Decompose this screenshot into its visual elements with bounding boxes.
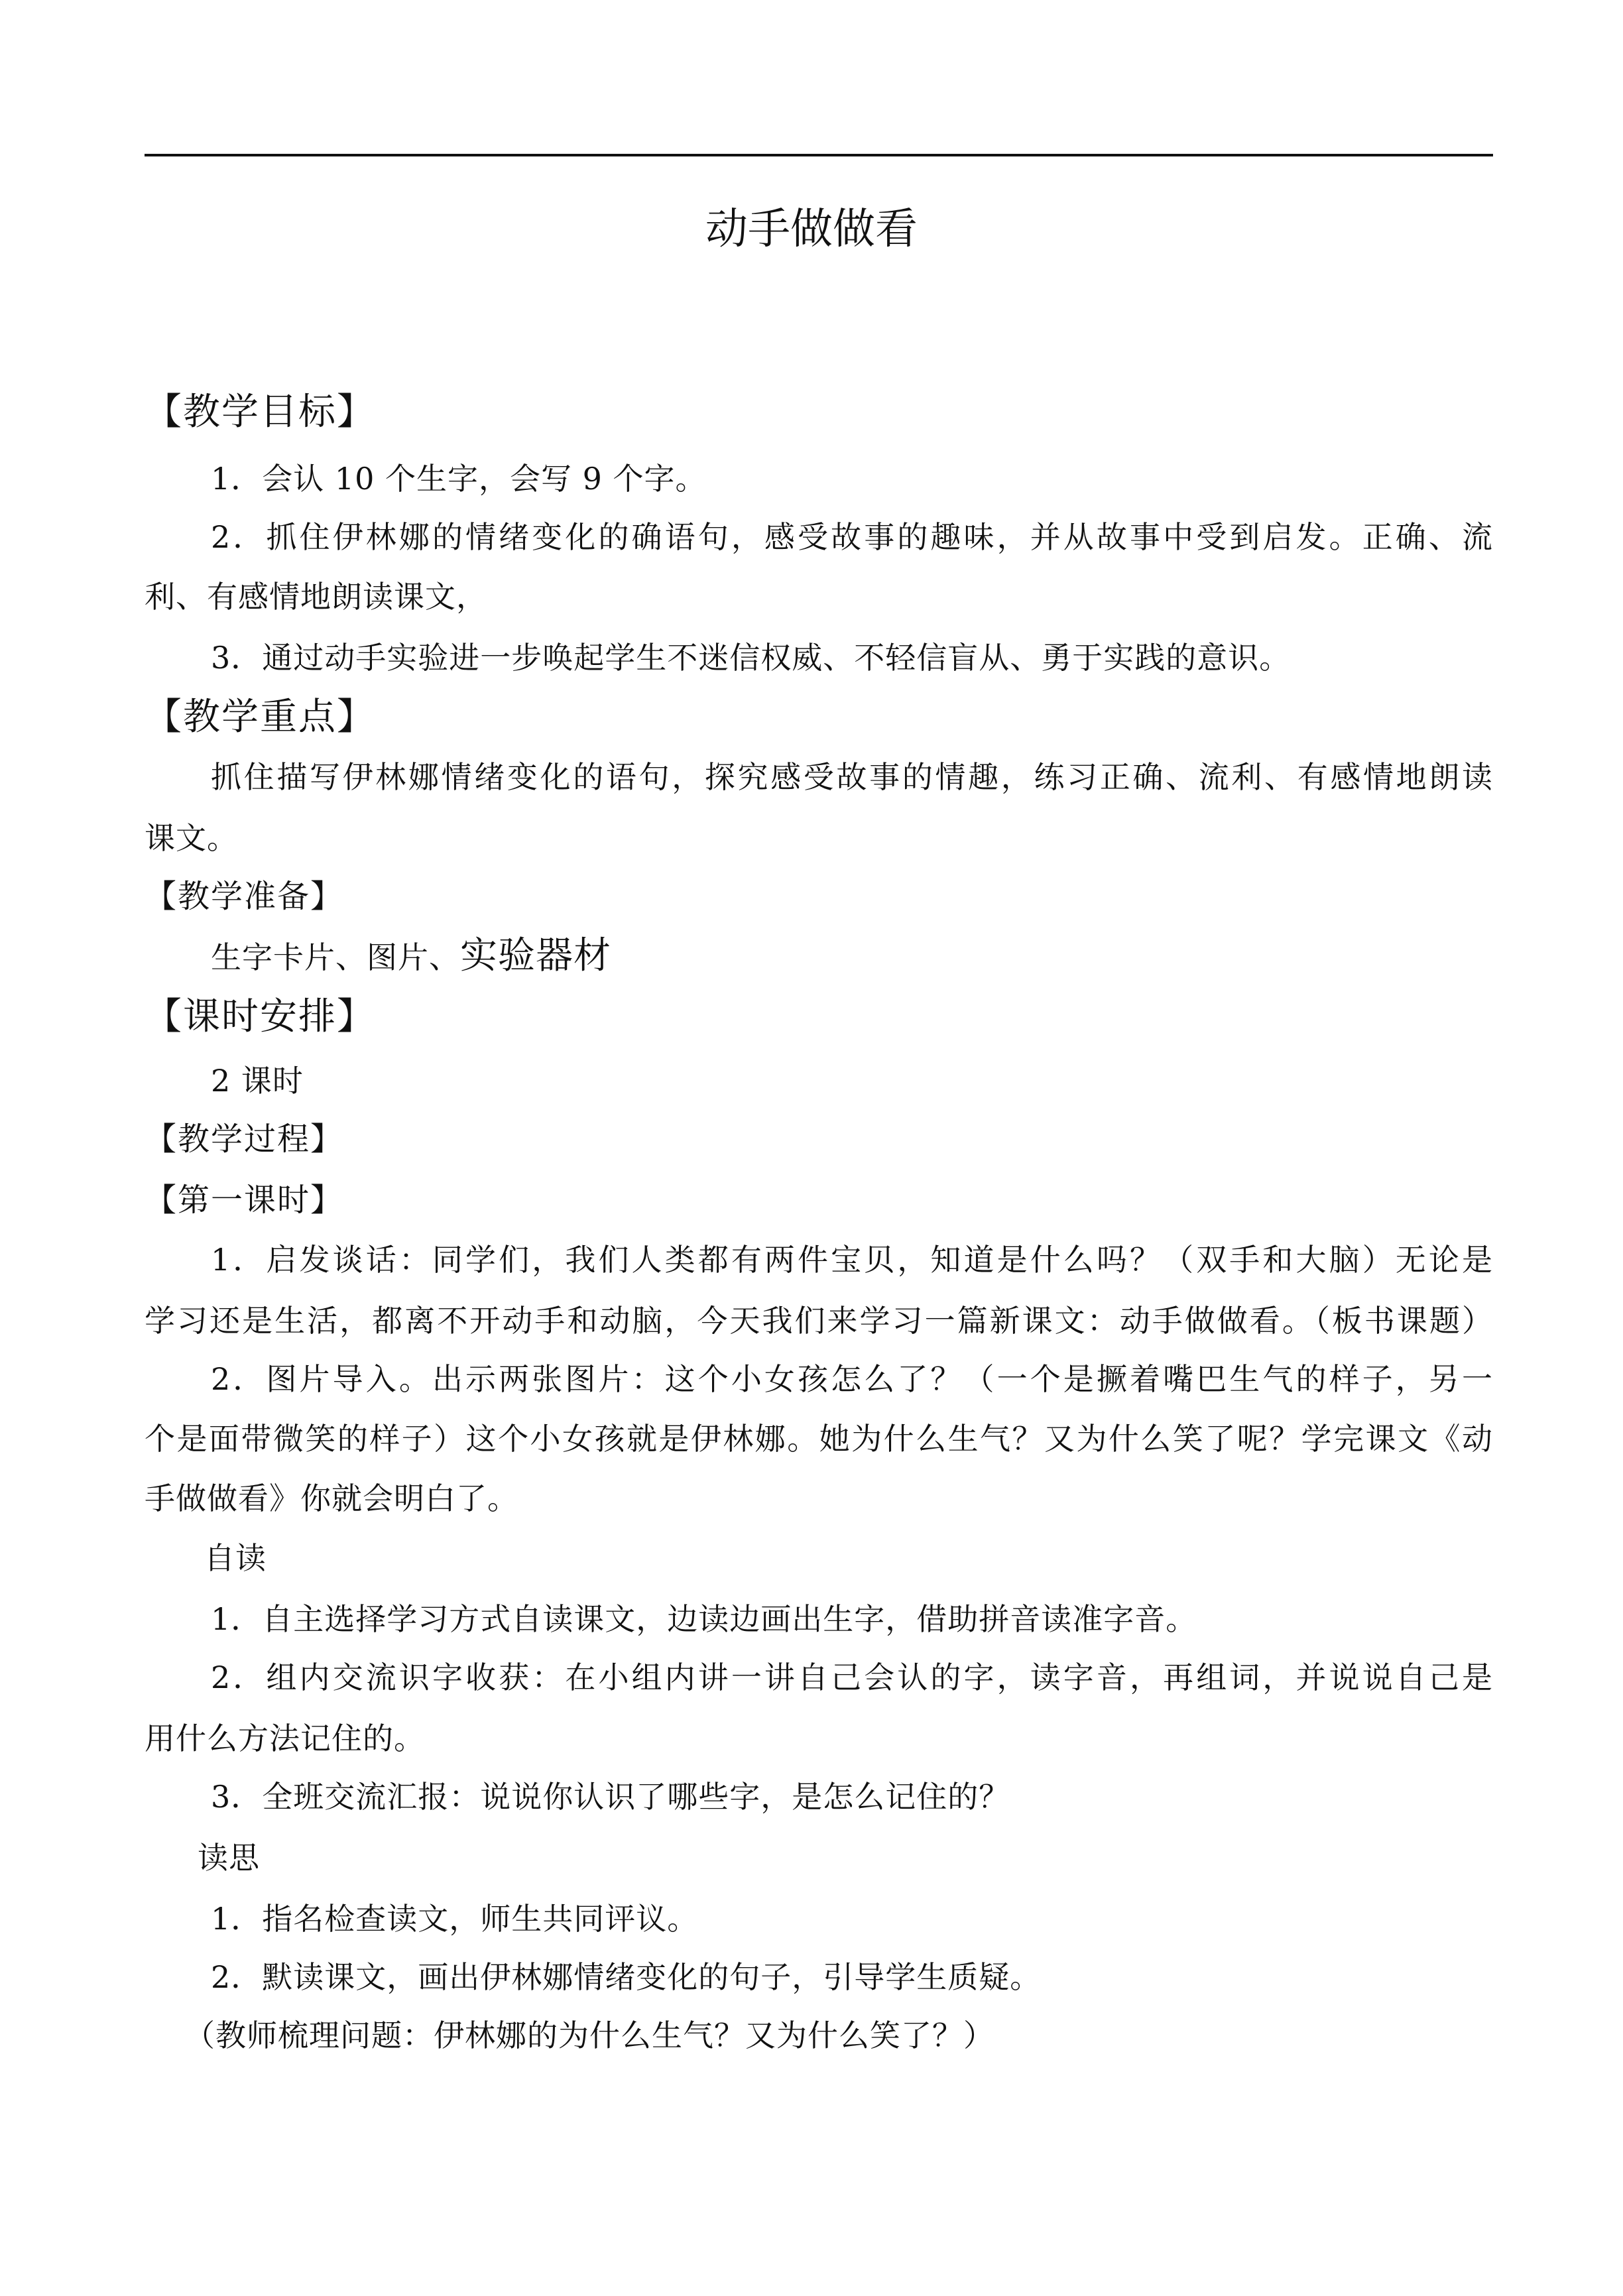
key-heading: 【教学重点】 (145, 695, 375, 739)
self-read-line-3: 用什么方法记住的。 (145, 1721, 425, 1756)
self-read-heading: 自读 (204, 1540, 267, 1576)
think-line-1: 1．指名检查读文，师生共同评议。 (211, 1901, 699, 1937)
schedule-heading: 【课时安排】 (145, 995, 375, 1038)
intro-line-1: 1．启发谈话：同学们，我们人类都有两件宝贝，知道是什么吗？（双手和大脑）无论是 (211, 1242, 1493, 1278)
think-line-3: （教师梳理问题：伊林娜的为什么生气？又为什么笑了？） (184, 2018, 994, 2053)
goal-item-2-cont: 利、有感情地朗读课文， (145, 579, 487, 615)
goal-item-2: 2．抓住伊林娜的情绪变化的确语句，感受故事的趣味，并从故事中受到启发。正确、流 (211, 519, 1493, 555)
self-read-line-4: 3．全班交流汇报：说说你认识了哪些字，是怎么记住的？ (211, 1779, 1010, 1815)
think-heading: 读思 (198, 1840, 260, 1876)
intro-line-4: 个是面带微笑的样子）这个小女孩就是伊林娜。她为什么生气？又为什么笑了呢？学完课文《动 (145, 1421, 1493, 1457)
self-read-line-2: 2．组内交流识字收获：在小组内讲一讲自己会认的字，读字音，再组词，并说说自己是 (211, 1660, 1493, 1695)
intro-line-5: 手做做看》你就会明白了。 (145, 1480, 518, 1516)
intro-line-3: 2．图片导入。出示两张图片：这个小女孩怎么了？（一个是撅着嘴巴生气的样子，另一 (211, 1361, 1493, 1397)
prep-line (211, 935, 611, 979)
lesson1-heading: 【第一课时】 (145, 1181, 344, 1219)
goals-heading: 【教学目标】 (145, 391, 375, 434)
prep-materials: 生字卡片、图片、 (211, 939, 460, 975)
document-title: 动手做做看 (705, 205, 918, 254)
self-read-line-1: 1．自主选择学习方式自读课文，边读边画出生字，借助拼音读准字音。 (211, 1601, 1197, 1637)
goal-item-1: 1．会认 10 个生字，会写 9 个字。 (211, 461, 707, 497)
think-line-2: 2．默读课文，画出伊林娜情绪变化的句子，引导学生质疑。 (211, 1959, 1042, 1995)
key-line-2: 课文。 (145, 820, 238, 856)
goal-item-3: 3．通过动手实验进一步唤起学生不迷信权威、不轻信盲从、勇于实践的意识。 (211, 640, 1291, 676)
header-rule (145, 154, 1493, 156)
key-line-1: 抓住描写伊林娜情绪变化的语句，探究感受故事的情趣，练习正确、流利、有感情地朗读 (211, 759, 1493, 795)
process-heading: 【教学过程】 (145, 1120, 344, 1158)
schedule-value: 2 课时 (211, 1063, 304, 1099)
intro-line-2: 学习还是生活，都离不开动手和动脑，今天我们来学习一篇新课文：动手做做看。（板书课题） (145, 1303, 1493, 1339)
prep-equipment: 实验器材 (460, 934, 611, 977)
prep-heading: 【教学准备】 (145, 878, 344, 915)
